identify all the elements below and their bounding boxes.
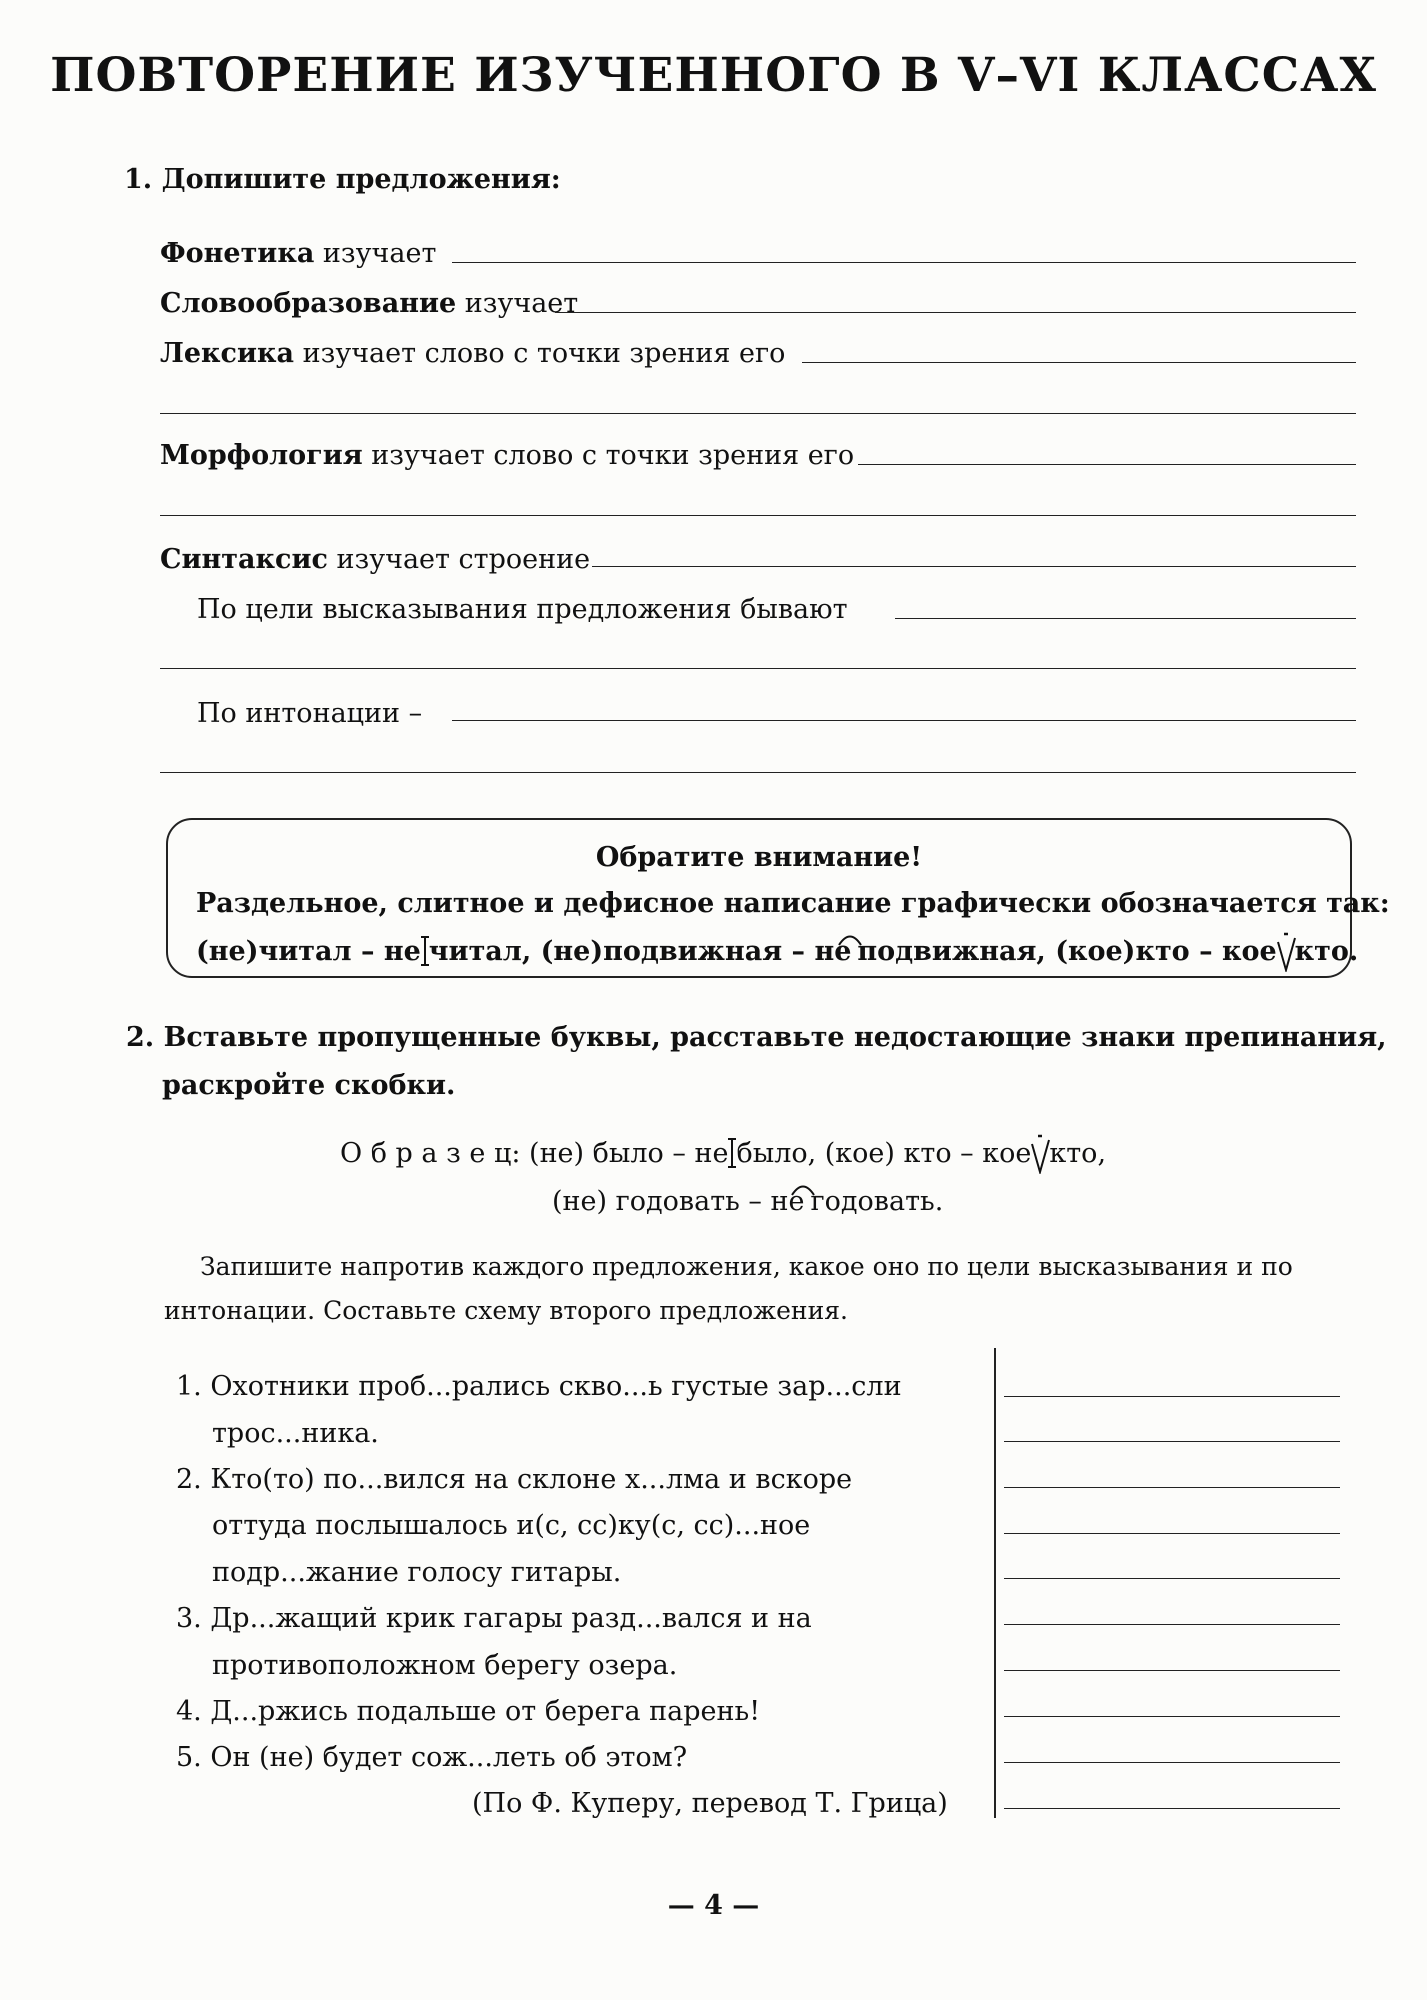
column-divider: [994, 1348, 996, 1818]
instruction-2: интонации. Составьте схему второго предложения.: [164, 1296, 848, 1325]
sentence-2: 2. Кто(то) по...вился на склоне х...лма и вскоре: [176, 1464, 853, 1495]
lexis-line: [160, 340, 785, 367]
notice-box: [166, 818, 1390, 978]
sentence-3-cont: противоположном берегу озера.: [212, 1650, 678, 1681]
separate-mark-icon: [421, 936, 429, 966]
phonetics-term: Фонетика: [160, 238, 315, 269]
sentence-1-cont: трос...ника.: [212, 1418, 379, 1449]
sample-1a: (не) было – не: [529, 1138, 729, 1169]
sentence-4: 4. Д...ржись подальше от берега парень!: [176, 1696, 761, 1727]
intonation-answer-line-2[interactable]: [160, 772, 1356, 773]
wordform-answer-line[interactable]: [555, 312, 1356, 313]
answer-line-1[interactable]: [1004, 1396, 1340, 1397]
notice-title: Обратите внимание!: [595, 842, 923, 873]
sentence-3: 3. Др...жащий крик гагары разд...вался и на: [176, 1603, 812, 1634]
sample-label: О б р а з е ц:: [340, 1138, 521, 1169]
lexis-rest: изучает слово с точки зрения его: [294, 338, 786, 369]
wordform-rest: изучает: [456, 288, 579, 319]
notice-example-1d: кто.: [1294, 936, 1359, 967]
wordform-line: [160, 290, 578, 317]
sample-line-1: [340, 1134, 1106, 1174]
answer-line-10[interactable]: [1004, 1808, 1340, 1809]
answer-line-5[interactable]: [1004, 1578, 1340, 1579]
lexis-answer-line[interactable]: [802, 362, 1356, 363]
separate-mark-icon: [728, 1138, 736, 1168]
sentence-2-cont: оттуда послышалось и(с, сс)ку(с, сс)...ное: [212, 1510, 811, 1541]
answer-line-7[interactable]: [1004, 1670, 1340, 1671]
syntax-line: [160, 546, 590, 573]
answer-line-4[interactable]: [1004, 1533, 1340, 1534]
sample-2b: годовать.: [810, 1186, 944, 1217]
notice-example-1c: подвижная, (кое)кто – кое: [857, 936, 1277, 967]
source-attribution: (По Ф. Куперу, перевод Т. Грица): [472, 1788, 948, 1819]
answer-line-9[interactable]: [1004, 1762, 1340, 1763]
answer-line-2[interactable]: [1004, 1441, 1340, 1442]
task1-header: 1. Допишите предложения:: [124, 164, 561, 195]
task2-header-1: 2. Вставьте пропущенные буквы, расставьте недостающие знаки препинания,: [126, 1022, 1387, 1053]
sentence-2-cont-2: подр...жание голосу гитары.: [212, 1557, 622, 1588]
wordform-term: Словообразование: [160, 288, 457, 319]
sample-line-2: [552, 1182, 943, 1217]
page-title: ПОВТОРЕНИЕ ИЗУЧЕННОГО В V–VI КЛАССАХ: [50, 48, 1377, 103]
sample-1b: было, (кое) кто – кое: [736, 1138, 1032, 1169]
sample-2a: (не) годовать – не: [552, 1186, 805, 1217]
answer-line-8[interactable]: [1004, 1716, 1340, 1717]
intonation-line: По интонации –: [197, 698, 423, 729]
sentence-5: 5. Он (не) будет сож...леть об этом?: [176, 1742, 688, 1773]
instruction-1: Запишите напротив каждого предложения, какое оно по цели высказывания и по: [200, 1252, 1293, 1281]
morph-line: [160, 442, 854, 469]
morph-answer-line[interactable]: [858, 464, 1356, 465]
morph-rest: изучает слово с точки зрения его: [362, 440, 855, 471]
lexis-term: Лексика: [160, 338, 295, 369]
syntax-rest: изучает строение: [327, 544, 591, 575]
purpose-line: По цели высказывания предложения бывают: [197, 594, 848, 625]
answer-line-3[interactable]: [1004, 1487, 1340, 1488]
sample-1c: кто,: [1049, 1138, 1107, 1169]
notice-example-1b: читал, (не)подвижная – не: [428, 936, 852, 967]
intonation-answer-line[interactable]: [452, 720, 1356, 721]
phonetics-rest: изучает: [314, 238, 437, 269]
purpose-answer-line-2[interactable]: [160, 668, 1356, 669]
morph-answer-line-2[interactable]: [160, 515, 1356, 516]
sentence-1: 1. Охотники проб...рались скво...ь густые зар...сли: [176, 1371, 902, 1402]
hyphen-mark-icon: [1275, 932, 1297, 972]
page-number: — 4 —: [667, 1890, 760, 1921]
notice-example-1a: (не)читал – не: [196, 936, 421, 967]
syntax-answer-line[interactable]: [592, 566, 1356, 567]
task2-header-2: раскройте скобки.: [162, 1070, 456, 1101]
answer-line-6[interactable]: [1004, 1624, 1340, 1625]
morph-term: Морфология: [160, 440, 363, 471]
lexis-answer-line-2[interactable]: [160, 413, 1356, 414]
phonetics-answer-line[interactable]: [452, 262, 1356, 263]
syntax-term: Синтаксис: [160, 544, 328, 575]
notice-line-1: Раздельное, слитное и дефисное написание графически обозначается так:: [196, 888, 1390, 919]
purpose-answer-line[interactable]: [895, 618, 1356, 619]
notice-examples: [196, 932, 1358, 972]
phonetics-line: [160, 240, 436, 267]
